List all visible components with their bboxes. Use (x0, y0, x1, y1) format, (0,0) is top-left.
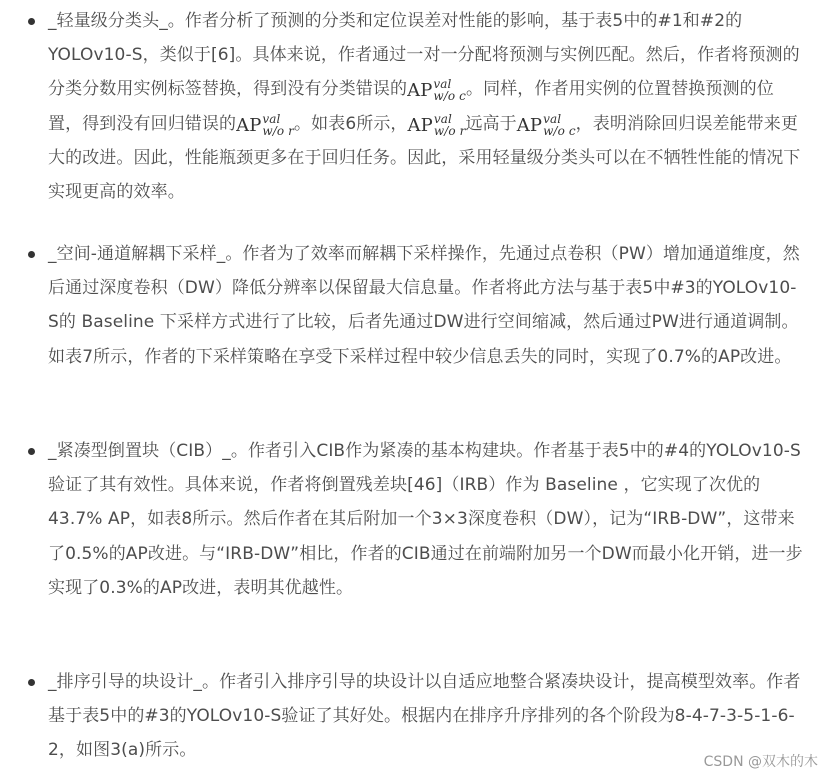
math-subscript: w/o r (262, 123, 295, 138)
math-ap-val-wo-c (407, 79, 466, 103)
math-scripts (434, 113, 466, 137)
list-item-compact-inverted-block (48, 434, 806, 605)
bullet-dot-icon (28, 448, 35, 455)
math-scripts (262, 113, 294, 137)
list-item-lightweight-classification-head (48, 4, 806, 209)
item-1-text-part-4: 远高于 (465, 113, 517, 134)
math-ap-val-wo-r (407, 111, 466, 138)
list-item-rank-guided-block-design (48, 665, 806, 768)
item-1-text-part-2: 。同样，作者用实例的位置替换预测的位置，得到没有回归错误的 (48, 79, 774, 134)
math-superscript: val (543, 111, 562, 126)
bullet-dot-icon (28, 251, 35, 258)
list-item-spatial-channel-downsampling (48, 237, 806, 374)
math-subscript: w/o c (433, 89, 466, 104)
item-1-text-part-1: _轻量级分类头_。作者分析了预测的分类和定位误差对性能的影响，基于表5中的#1和#2的YOLOv10-S，类似于[6]。具体来说，作者通过一对一分配将预测与实例匹配。然后，作者将预测的分类分数用实例标签替换，得到没有分类错误的 (48, 11, 800, 100)
item-1-text-part-3: 。如表6所示， (294, 113, 408, 134)
math-ap-val-wo-c (516, 111, 576, 138)
math-ap-val-wo-r (236, 111, 295, 138)
math-superscript: val (433, 111, 452, 126)
math-superscript: val (262, 111, 281, 126)
bullet-dot-icon (28, 18, 35, 25)
math-base: AP (407, 114, 433, 136)
math-base: AP (236, 114, 262, 136)
math-subscript: w/o c (543, 123, 576, 138)
math-subscript: w/o r (433, 123, 466, 138)
math-base: AP (407, 80, 433, 102)
item-2-text: _空间-通道解耦下采样_。作者为了效率而解耦下采样操作，先通过点卷积（PW）增加通道维度，然后通过深度卷积（DW）降低分辨率以保留最大信息量。作者将此方法与基于表5中#3的YOLOv10-S的 Baseline 下采样方式进行了比较，后者先通过DW进行空间缩减，然后通过PW进行通道调制。如表7所示，作者的下采样策略在享受下采样过程中较少信息丢失的同时，实现了0.7%的AP改进。 (48, 244, 800, 367)
math-base: AP (516, 114, 543, 136)
math-scripts (433, 78, 466, 102)
bullet-dot-icon (28, 679, 35, 686)
item-4-text: _排序引导的块设计_。作者引入排序引导的块设计以自适应地整合紧凑块设计，提高模型效率。作者基于表5中的#3的YOLOv10-S验证了其好处。根据内在排序升序排列的各个阶段为8-4-7-3-5-1-6-2，如图3(a)所示。 (48, 672, 801, 761)
math-scripts (543, 113, 576, 137)
item-3-text: _紧凑型倒置块（CIB）_。作者引入CIB作为紧凑的基本构建块。作者基于表5中的#4的YOLOv10-S验证了其有效性。具体来说，作者将倒置残差块[46]（IRB）作为 Baseline ，它实现了次优的43.7% AP，如表8所示。然后作者在其后附加一个3×3深度卷积（DW），记为“IRB-DW”，这带来了0.5%的AP改进。与“IRB-DW”相比，作者的CIB通过在前端附加另一个DW而最小化开销，进一步实现了0.3%的AP改进，表明其优越性。 (48, 441, 803, 598)
item-1-text-part-5: ，表明消除回归误差能带来更大的改进。因此，性能瓶颈更多在于回归任务。因此，采用轻量级分类头可以在不牺牲性能的情况下实现更高的效率。 (48, 113, 801, 203)
csdn-watermark: CSDN @双木的木 (703, 754, 818, 770)
math-superscript: val (433, 77, 452, 92)
